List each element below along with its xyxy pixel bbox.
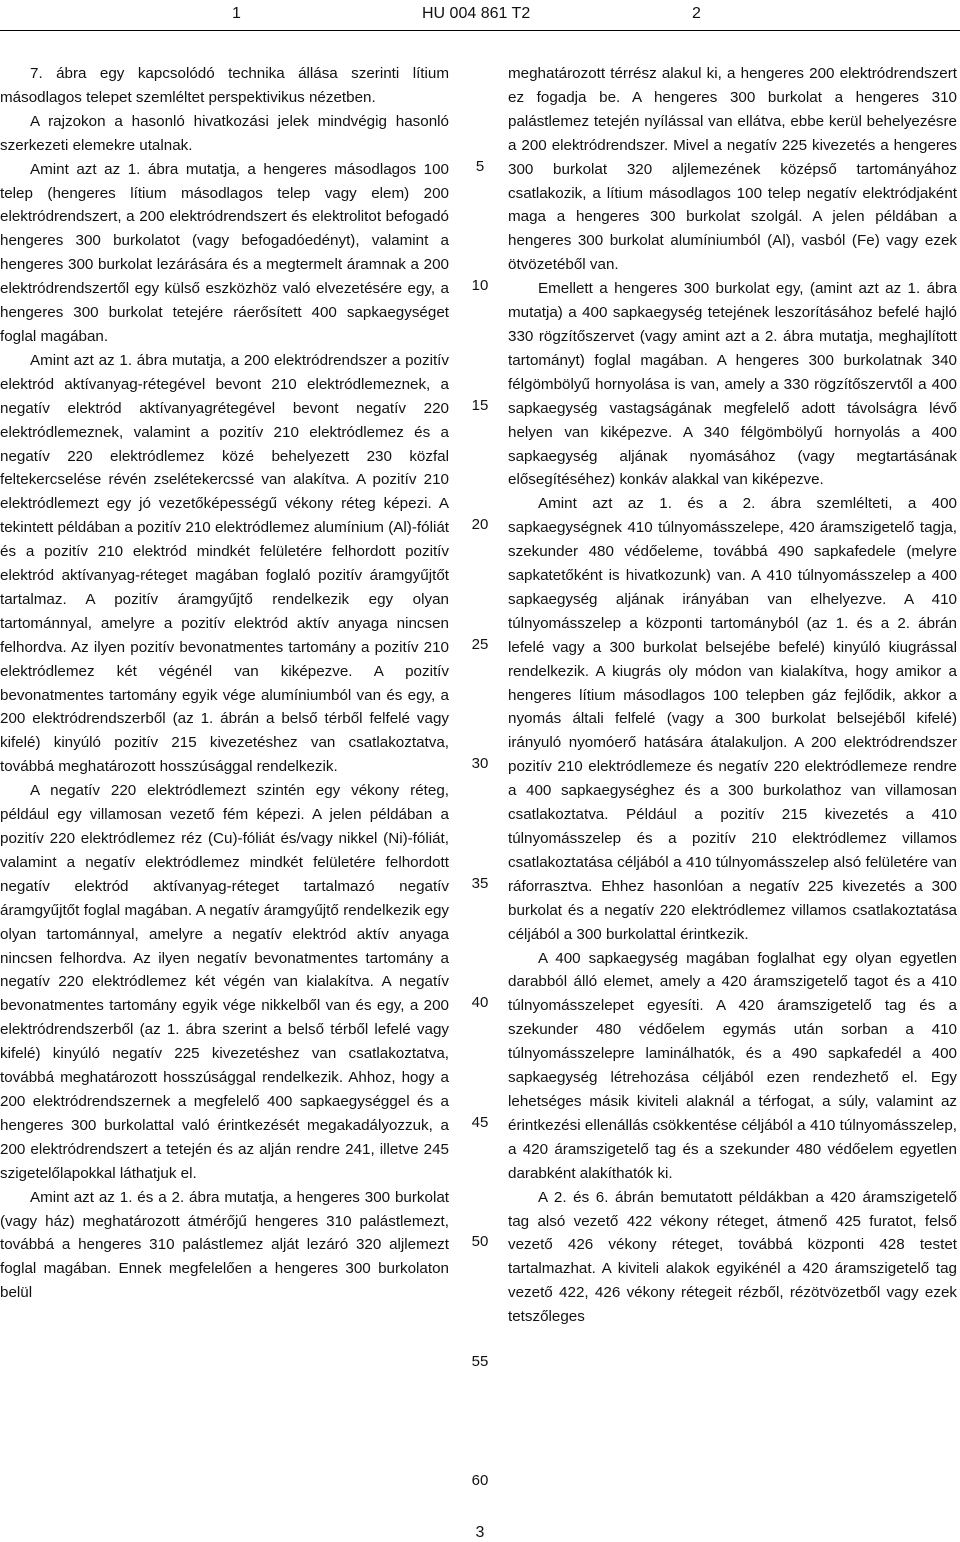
paragraph: Amint azt az 1. és a 2. ábra szemlélteti, a 400 sapkaegységnek 410 túlnyomásszelepe, 420 áramszigetelő tagja, szekunder 480 védőeleme, továbbá 490 sapkafedele (melyre sapkatetőként is hivatkozunk) van. A 410 túlnyomásszelep a 400 sapkaegység aljának irányában van elhelyezve. A 410 túlnyomásszelep a központi tartományból (az 1. és a 2. ábrán lefelé vagy a 300 burkolat belsejébe befelé) kinyúló kiugrással rendelkezik. A kiugrás oly módon van kialakítva, hogy amikor a hengeres lítium másodlagos 100 telepben gáz fejlődik, akkor a nyomás általi felfelé (vagy a 300 burkolat belsejéből kifelé) irányuló nyomóerő hatására átalakuljon. A 200 elektródrendszer pozitív 210 elektródlemeze és negatív 220 elektródlemeze rendre a 400 sapkaegységhez és a 300 burkolathoz van villamosan csatlakoztatva. Például a pozitív 215 kivezetés a 410 túlnyomásszelep és a pozitív 210 elektródlemez villamos csatlakoztatása céljából a 410 túlnyomásszelep alsó felületére van ráforrasztva. Ehhez hasonlóan a negatív 225 kivezetés a 300 burkolat és a negatív 220 elektródlemez villamos csatlakoztatása céljából a 300 burkolattal érintkezik. (508, 495, 957, 943)
paragraph: Emellett a hengeres 300 burkolat egy, (amint azt az 1. ábra mutatja) a 400 sapkaegység tetejének leszorításához befelé hajló 330 rögzítőszervet (vagy amint azt a 2. ábra mutatja, meghajlított tartományt) foglal magában. A hengeres 300 burkolatnak 340 félgömbölyű hornyolása is van, amely a 330 rögzítőszervtől a 400 sapkaegység vastagságának megfelelő adott távolságra lévő helyen van kiképezve. A 340 félgömbölyű hornyolás a 400 sapkaegység aljának nyomásához (vagy megtartásának elősegítéséhez) konkáv alakkal van kiképezve. (508, 280, 957, 489)
page-header (0, 0, 960, 31)
paragraph: Amint azt az 1. ábra mutatja, a 200 elektródrendszer a pozitív elektród aktívanyag-rétegével bevont 210 elektródlemeznek, a negatív elektród aktívanyagrétegével bevont negatív 220 elektródlemeznek, valamint a pozitív 210 elektródlemez és a negatív 220 elektródlemez közé behelyezett 230 közfal feltekercselése révén zselétekercssé van alakítva. A pozitív 210 elektródlemezt egy jó vezetőképességű vékony réteg képezi. A tekintett példában a pozitív 210 elektródlemez alumínium (Al)-fóliát és a pozitív 210 elektród mindkét felületére felhordott pozitív elektród aktívanyag-réteget magában foglaló pozitív áramgyűjtőt tartalmaz. A pozitív áramgyűjtő rendelkezik egy olyan tartománnyal, amelyre a pozitív elektród aktív anyaga nincsen felhordva. Az ilyen pozitív bevonatmentes tartomány a pozitív 210 elektródlemez két végénél van kiképezve. A pozitív bevonatmentes tartomány egyik vége alumíniumból van és egy, a 200 elektródrendszerből (az 1. ábrán a belső térből felfelé vagy kifelé) kinyúló pozitív 215 kivezetéshez van csatlakoztatva, továbbá meghatározott hosszúsággal rendelkezik. (0, 351, 449, 776)
page-footer (0, 1524, 960, 1542)
paragraph: A negatív 220 elektródlemezt szintén egy vékony réteg, például egy villamosan vezető fém képezi. A jelen példában a pozitív 220 elektródlemez réz (Cu)-fóliát és/vagy nikkel (Ni)-fóliát, valamint a negatív elektródlemez mindkét felületére felhordott negatív elektród aktívanyag-réteget tartalmazó negatív áramgyűjtőt foglal magában. A negatív áramgyűjtő rendelkezik egy olyan tartománnyal, amelyre a negatív elektród aktív anyaga nincsen felhordva. Az ilyen negatív bevonatmentes tartomány a negatív 220 elektródlemez két végén van kialakítva. A negatív bevonatmentes tartomány egyik vége nikkelből van és egy, a 200 elektródrendszerből (az 1. ábra szerint a belső térből lefelé vagy kifelé) kinyúló negatív 225 kivezetéshez van csatlakoztatva, továbbá meghatározott hosszúsággal rendelkezik. Ahhoz, hogy a 200 elektródrendszernek a megfelelő 400 sapkaegységgel és a hengeres 300 burkolattal való érintkezését megakadályozzuk, a 200 elektródrendszert a tetején és az alján rendre 241, illetve 245 szigetelőlapokkal láthatjuk el. (0, 782, 449, 1182)
line-number: 20 (471, 516, 489, 534)
line-number: 45 (471, 1113, 489, 1131)
paragraph: Amint azt az 1. ábra mutatja, a hengeres másodlagos 100 telep (hengeres lítium másodlagos telep vagy elem) 200 elektródrendszert, a 200 elektródrendszert és elektrolitot befogadó hengeres 300 burkolatot (vagy befogadóedényt), valamint a hengeres 300 burkolat lezárására és a megtermelt áramnak a 200 elektródrendszertől egy külső eszközhöz való elvezetésére egy, a hengeres 300 burkolat tetejére ráerősített 400 sapkaegységet foglal magában. (0, 160, 449, 345)
line-number: 5 (475, 157, 485, 175)
paragraph: A rajzokon a hasonló hivatkozási jelek mindvégig hasonló szerkezeti elemekre utalnak. (0, 112, 449, 154)
line-number: 50 (471, 1233, 489, 1251)
line-number: 25 (471, 635, 489, 653)
left-column (0, 62, 449, 1305)
left-page-number: 1 (232, 5, 241, 22)
paragraph: A 2. és 6. ábrán bemutatott példákban a 420 áramszigetelő tag alsó vezető 422 vékony réteget, átmenő 425 furatot, felső vezető 426 vékony réteget, továbbá központi 428 testet tartalmazhat. A kiviteli alakok egyikénél a 420 áramszigetelő tag vezető 422, 426 vékony rétegeit rézből, rézötvözetből vagy ezek tetszőleges (508, 1188, 957, 1326)
line-number: 30 (471, 755, 489, 773)
paragraph: meghatározott térrész alakul ki, a hengeres 200 elektródrendszert ez fogadja be. A hengeres 300 burkolat a hengeres 310 palástlemez tetején nyílással van ellátva, ebbe kerül behelyezésre a 200 elektródrendszer. Mivel a negatív 225 kivezetés a hengeres 300 burkolat 320 aljlemezének középső tartományához csatlakozik, a lítium másodlagos 100 telep negatív elektródjaként maga a hengeres 300 burkolat szolgál. A jelen példában a hengeres 300 burkolat alumíniumból (Al), vasból (Fe) vagy ezek ötvözetéből van. (508, 65, 957, 274)
paragraph: A 400 sapkaegység magában foglalhat egy olyan egyetlen darabból álló elemet, amely a 420 áramszigetelő tagot és a 410 túlnyomásszelepet egyesíti. A 420 áramszigetelő tag és a szekunder 480 védőelem egymás után sorban a 410 túlnyomásszelepre laminálhatók, és a 490 sapkafedél a 400 sapkaegység létrehozása céljából ezen rendezhető el. Egy lehetséges másik kiviteli alaknál a térfogat, a súly, valamint az érintkezési ellenállás csökkentése céljából a 410 túlnyomásszelep, a 420 áramszigetelő tag és a szekunder 480 védőelem egyetlen darabként alakíthatók ki. (508, 949, 957, 1182)
right-column (508, 62, 957, 1329)
line-number: 60 (471, 1472, 489, 1490)
page-number: 3 (475, 1524, 485, 1541)
line-number: 40 (471, 994, 489, 1012)
patent-number: HU 004 861 T2 (422, 5, 531, 22)
line-number: 15 (471, 396, 489, 414)
line-number: 55 (471, 1352, 489, 1370)
paragraph: Amint azt az 1. és a 2. ábra mutatja, a hengeres 300 burkolat (vagy ház) meghatározott átmérőjű hengeres 310 palástlemezt, továbbá a hengeres 310 palástlemez alját lezáró 320 aljlemezt foglal magában. Ennek megfelelően a hengeres 300 burkolaton belül (0, 1188, 449, 1302)
right-page-number: 2 (692, 5, 701, 22)
line-number: 35 (471, 874, 489, 892)
paragraph: 7. ábra egy kapcsolódó technika állása szerinti lítium másodlagos telepet szemléltet perspektivikus nézetben. (0, 65, 449, 106)
line-number: 10 (471, 277, 489, 295)
